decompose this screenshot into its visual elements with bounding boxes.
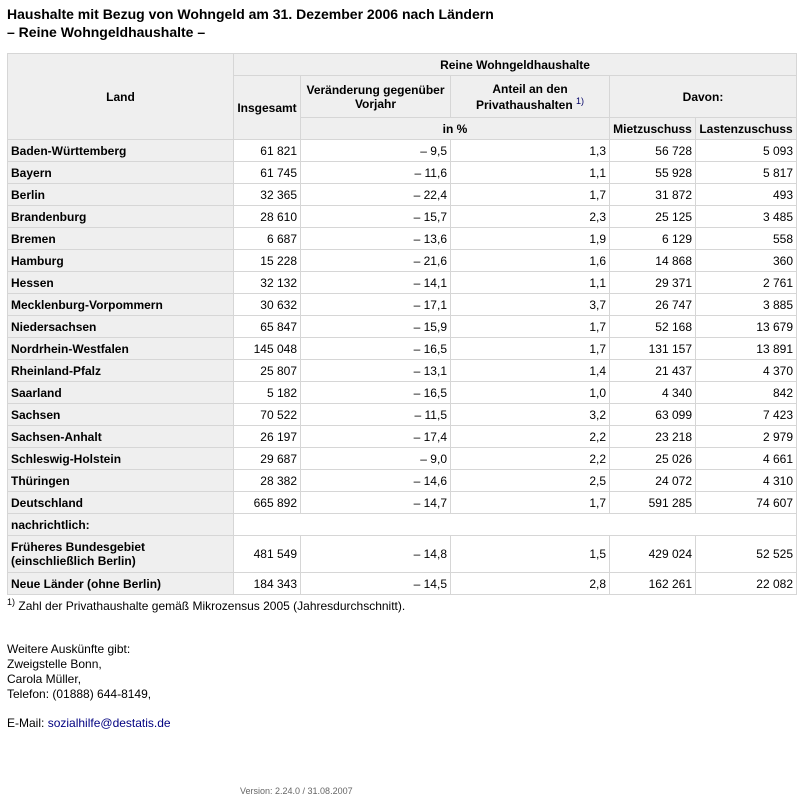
- note-empty-cell: [234, 514, 797, 536]
- cell-insgesamt: 61 745: [234, 162, 301, 184]
- wohngeld-table: [7, 53, 797, 595]
- cell-insgesamt: 25 807: [234, 360, 301, 382]
- cell-insgesamt: 6 687: [234, 228, 301, 250]
- cell-veraenderung: – 11,5: [301, 404, 451, 426]
- cell-anteil: 1,1: [451, 162, 610, 184]
- footnote-marker: 1): [7, 597, 16, 607]
- cell-anteil: 1,7: [451, 184, 610, 206]
- cell-lasten: 74 607: [696, 492, 797, 514]
- cell-lasten: 558: [696, 228, 797, 250]
- email-row: [7, 716, 171, 731]
- table-row: [8, 448, 797, 470]
- cell-veraenderung: – 11,6: [301, 162, 451, 184]
- page-title: [7, 5, 494, 41]
- contact-block: [7, 642, 171, 731]
- header-veraenderung: Veränderung gegenüber Vorjahr: [301, 76, 451, 118]
- cell-insgesamt: 30 632: [234, 294, 301, 316]
- contact-line-1: Weitere Auskünfte gibt:: [7, 642, 131, 656]
- cell-veraenderung: – 9,5: [301, 140, 451, 162]
- table-row: [8, 404, 797, 426]
- cell-lasten: 360: [696, 250, 797, 272]
- cell-insgesamt: 481 549: [234, 536, 301, 573]
- cell-land: Sachsen: [8, 404, 234, 426]
- cell-anteil: 2,2: [451, 426, 610, 448]
- cell-anteil: 1,9: [451, 228, 610, 250]
- cell-anteil: 2,5: [451, 470, 610, 492]
- cell-veraenderung: – 16,5: [301, 382, 451, 404]
- header-mietzuschuss: Mietzuschuss: [610, 118, 696, 140]
- cell-veraenderung: – 17,4: [301, 426, 451, 448]
- cell-anteil: 1,1: [451, 272, 610, 294]
- cell-land: Hamburg: [8, 250, 234, 272]
- title-line-1: Haushalte mit Bezug von Wohngeld am 31. Dezember 2006 nach Ländern: [7, 6, 494, 22]
- cell-miet: 162 261: [610, 573, 696, 595]
- cell-lasten: 842: [696, 382, 797, 404]
- cell-veraenderung: – 14,6: [301, 470, 451, 492]
- header-group: Reine Wohngeldhaushalte: [234, 54, 797, 76]
- cell-land: Neue Länder (ohne Berlin): [8, 573, 234, 595]
- cell-miet: 31 872: [610, 184, 696, 206]
- cell-veraenderung: – 14,5: [301, 573, 451, 595]
- table-row: [8, 316, 797, 338]
- footnote: [7, 597, 405, 613]
- cell-miet: 21 437: [610, 360, 696, 382]
- cell-land: Nordrhein-Westfalen: [8, 338, 234, 360]
- cell-miet: 29 371: [610, 272, 696, 294]
- cell-miet: 52 168: [610, 316, 696, 338]
- cell-land: Baden-Württemberg: [8, 140, 234, 162]
- cell-veraenderung: – 15,7: [301, 206, 451, 228]
- cell-land: Schleswig-Holstein: [8, 448, 234, 470]
- cell-veraenderung: – 14,8: [301, 536, 451, 573]
- header-davon: Davon:: [610, 76, 797, 118]
- table-row: [8, 162, 797, 184]
- cell-anteil: 1,5: [451, 536, 610, 573]
- cell-miet: 26 747: [610, 294, 696, 316]
- table-row: [8, 426, 797, 448]
- cell-insgesamt: 70 522: [234, 404, 301, 426]
- table-row: [8, 573, 797, 595]
- cell-land: Sachsen-Anhalt: [8, 426, 234, 448]
- cell-miet: 591 285: [610, 492, 696, 514]
- version-text: Version: 2.24.0 / 31.08.2007: [240, 786, 353, 796]
- cell-lasten: 22 082: [696, 573, 797, 595]
- cell-insgesamt: 184 343: [234, 573, 301, 595]
- cell-insgesamt: 61 821: [234, 140, 301, 162]
- cell-lasten: 4 661: [696, 448, 797, 470]
- cell-miet: 14 868: [610, 250, 696, 272]
- cell-lasten: 13 891: [696, 338, 797, 360]
- cell-miet: 23 218: [610, 426, 696, 448]
- cell-insgesamt: 665 892: [234, 492, 301, 514]
- cell-insgesamt: 65 847: [234, 316, 301, 338]
- note-row: [8, 514, 797, 536]
- cell-land: Niedersachsen: [8, 316, 234, 338]
- contact-line-3: Carola Müller,: [7, 672, 82, 686]
- cell-lasten: 493: [696, 184, 797, 206]
- cell-veraenderung: – 21,6: [301, 250, 451, 272]
- header-insgesamt: Insgesamt: [234, 76, 301, 140]
- table-row: [8, 338, 797, 360]
- cell-anteil: 3,7: [451, 294, 610, 316]
- cell-insgesamt: 5 182: [234, 382, 301, 404]
- cell-anteil: 2,8: [451, 573, 610, 595]
- cell-lasten: 3 885: [696, 294, 797, 316]
- cell-land: Bremen: [8, 228, 234, 250]
- table-row: [8, 228, 797, 250]
- cell-insgesamt: 145 048: [234, 338, 301, 360]
- email-label: E-Mail:: [7, 716, 45, 730]
- cell-anteil: 1,4: [451, 360, 610, 382]
- cell-land: Brandenburg: [8, 206, 234, 228]
- table-row: [8, 272, 797, 294]
- cell-land: Saarland: [8, 382, 234, 404]
- cell-anteil: 2,2: [451, 448, 610, 470]
- contact-line-2: Zweigstelle Bonn,: [7, 657, 102, 671]
- cell-miet: 55 928: [610, 162, 696, 184]
- cell-anteil: 1,6: [451, 250, 610, 272]
- header-unit: in %: [301, 118, 610, 140]
- cell-insgesamt: 15 228: [234, 250, 301, 272]
- table-row: [8, 140, 797, 162]
- cell-insgesamt: 28 382: [234, 470, 301, 492]
- cell-veraenderung: – 16,5: [301, 338, 451, 360]
- cell-anteil: 2,3: [451, 206, 610, 228]
- cell-miet: 63 099: [610, 404, 696, 426]
- cell-land: Thüringen: [8, 470, 234, 492]
- email-link[interactable]: sozialhilfe@destatis.de: [47, 716, 171, 730]
- cell-insgesamt: 26 197: [234, 426, 301, 448]
- cell-anteil: 1,7: [451, 316, 610, 338]
- header-anteil-label: Anteil an den Privathaushalten: [475, 81, 573, 112]
- cell-veraenderung: – 22,4: [301, 184, 451, 206]
- footnote-text: Zahl der Privathaushalte gemäß Mikrozensus 2005 (Jahresdurchschnitt).: [18, 599, 406, 613]
- cell-land: Berlin: [8, 184, 234, 206]
- cell-lasten: 3 485: [696, 206, 797, 228]
- cell-land: Rheinland-Pfalz: [8, 360, 234, 382]
- cell-lasten: 5 093: [696, 140, 797, 162]
- table-row: [8, 206, 797, 228]
- cell-insgesamt: 29 687: [234, 448, 301, 470]
- cell-veraenderung: – 13,6: [301, 228, 451, 250]
- footnote-ref-link[interactable]: 1): [576, 95, 585, 106]
- cell-miet: 6 129: [610, 228, 696, 250]
- table-row: [8, 250, 797, 272]
- table-row: [8, 184, 797, 206]
- cell-land: Hessen: [8, 272, 234, 294]
- cell-land: Bayern: [8, 162, 234, 184]
- cell-lasten: 4 370: [696, 360, 797, 382]
- cell-anteil: 3,2: [451, 404, 610, 426]
- cell-insgesamt: 28 610: [234, 206, 301, 228]
- cell-veraenderung: – 17,1: [301, 294, 451, 316]
- cell-land: Früheres Bundesgebiet (einschließlich Berlin): [8, 536, 234, 573]
- table-row: [8, 294, 797, 316]
- cell-miet: 25 125: [610, 206, 696, 228]
- cell-lasten: 5 817: [696, 162, 797, 184]
- cell-insgesamt: 32 365: [234, 184, 301, 206]
- table-row: [8, 536, 797, 573]
- header-lastenzuschuss: Lastenzuschuss: [696, 118, 797, 140]
- cell-miet: 131 157: [610, 338, 696, 360]
- table-row: [8, 360, 797, 382]
- cell-veraenderung: – 14,1: [301, 272, 451, 294]
- cell-land: Deutschland: [8, 492, 234, 514]
- cell-lasten: 7 423: [696, 404, 797, 426]
- cell-veraenderung: – 9,0: [301, 448, 451, 470]
- cell-veraenderung: – 14,7: [301, 492, 451, 514]
- table-row: [8, 382, 797, 404]
- header-anteil: [451, 76, 610, 118]
- cell-lasten: 2 761: [696, 272, 797, 294]
- cell-veraenderung: – 13,1: [301, 360, 451, 382]
- cell-veraenderung: – 15,9: [301, 316, 451, 338]
- cell-miet: 25 026: [610, 448, 696, 470]
- cell-anteil: 1,3: [451, 140, 610, 162]
- header-land: Land: [8, 54, 234, 140]
- cell-anteil: 1,7: [451, 338, 610, 360]
- cell-land: Mecklenburg-Vorpommern: [8, 294, 234, 316]
- cell-anteil: 1,0: [451, 382, 610, 404]
- cell-lasten: 2 979: [696, 426, 797, 448]
- cell-miet: 56 728: [610, 140, 696, 162]
- cell-miet: 429 024: [610, 536, 696, 573]
- cell-lasten: 4 310: [696, 470, 797, 492]
- cell-insgesamt: 32 132: [234, 272, 301, 294]
- cell-miet: 4 340: [610, 382, 696, 404]
- table-row: [8, 492, 797, 514]
- contact-line-4: Telefon: (01888) 644-8149,: [7, 687, 152, 701]
- cell-anteil: 1,7: [451, 492, 610, 514]
- table-row: [8, 470, 797, 492]
- cell-lasten: 13 679: [696, 316, 797, 338]
- title-line-2: – Reine Wohngeldhaushalte –: [7, 24, 206, 40]
- note-label: nachrichtlich:: [8, 514, 234, 536]
- cell-miet: 24 072: [610, 470, 696, 492]
- cell-lasten: 52 525: [696, 536, 797, 573]
